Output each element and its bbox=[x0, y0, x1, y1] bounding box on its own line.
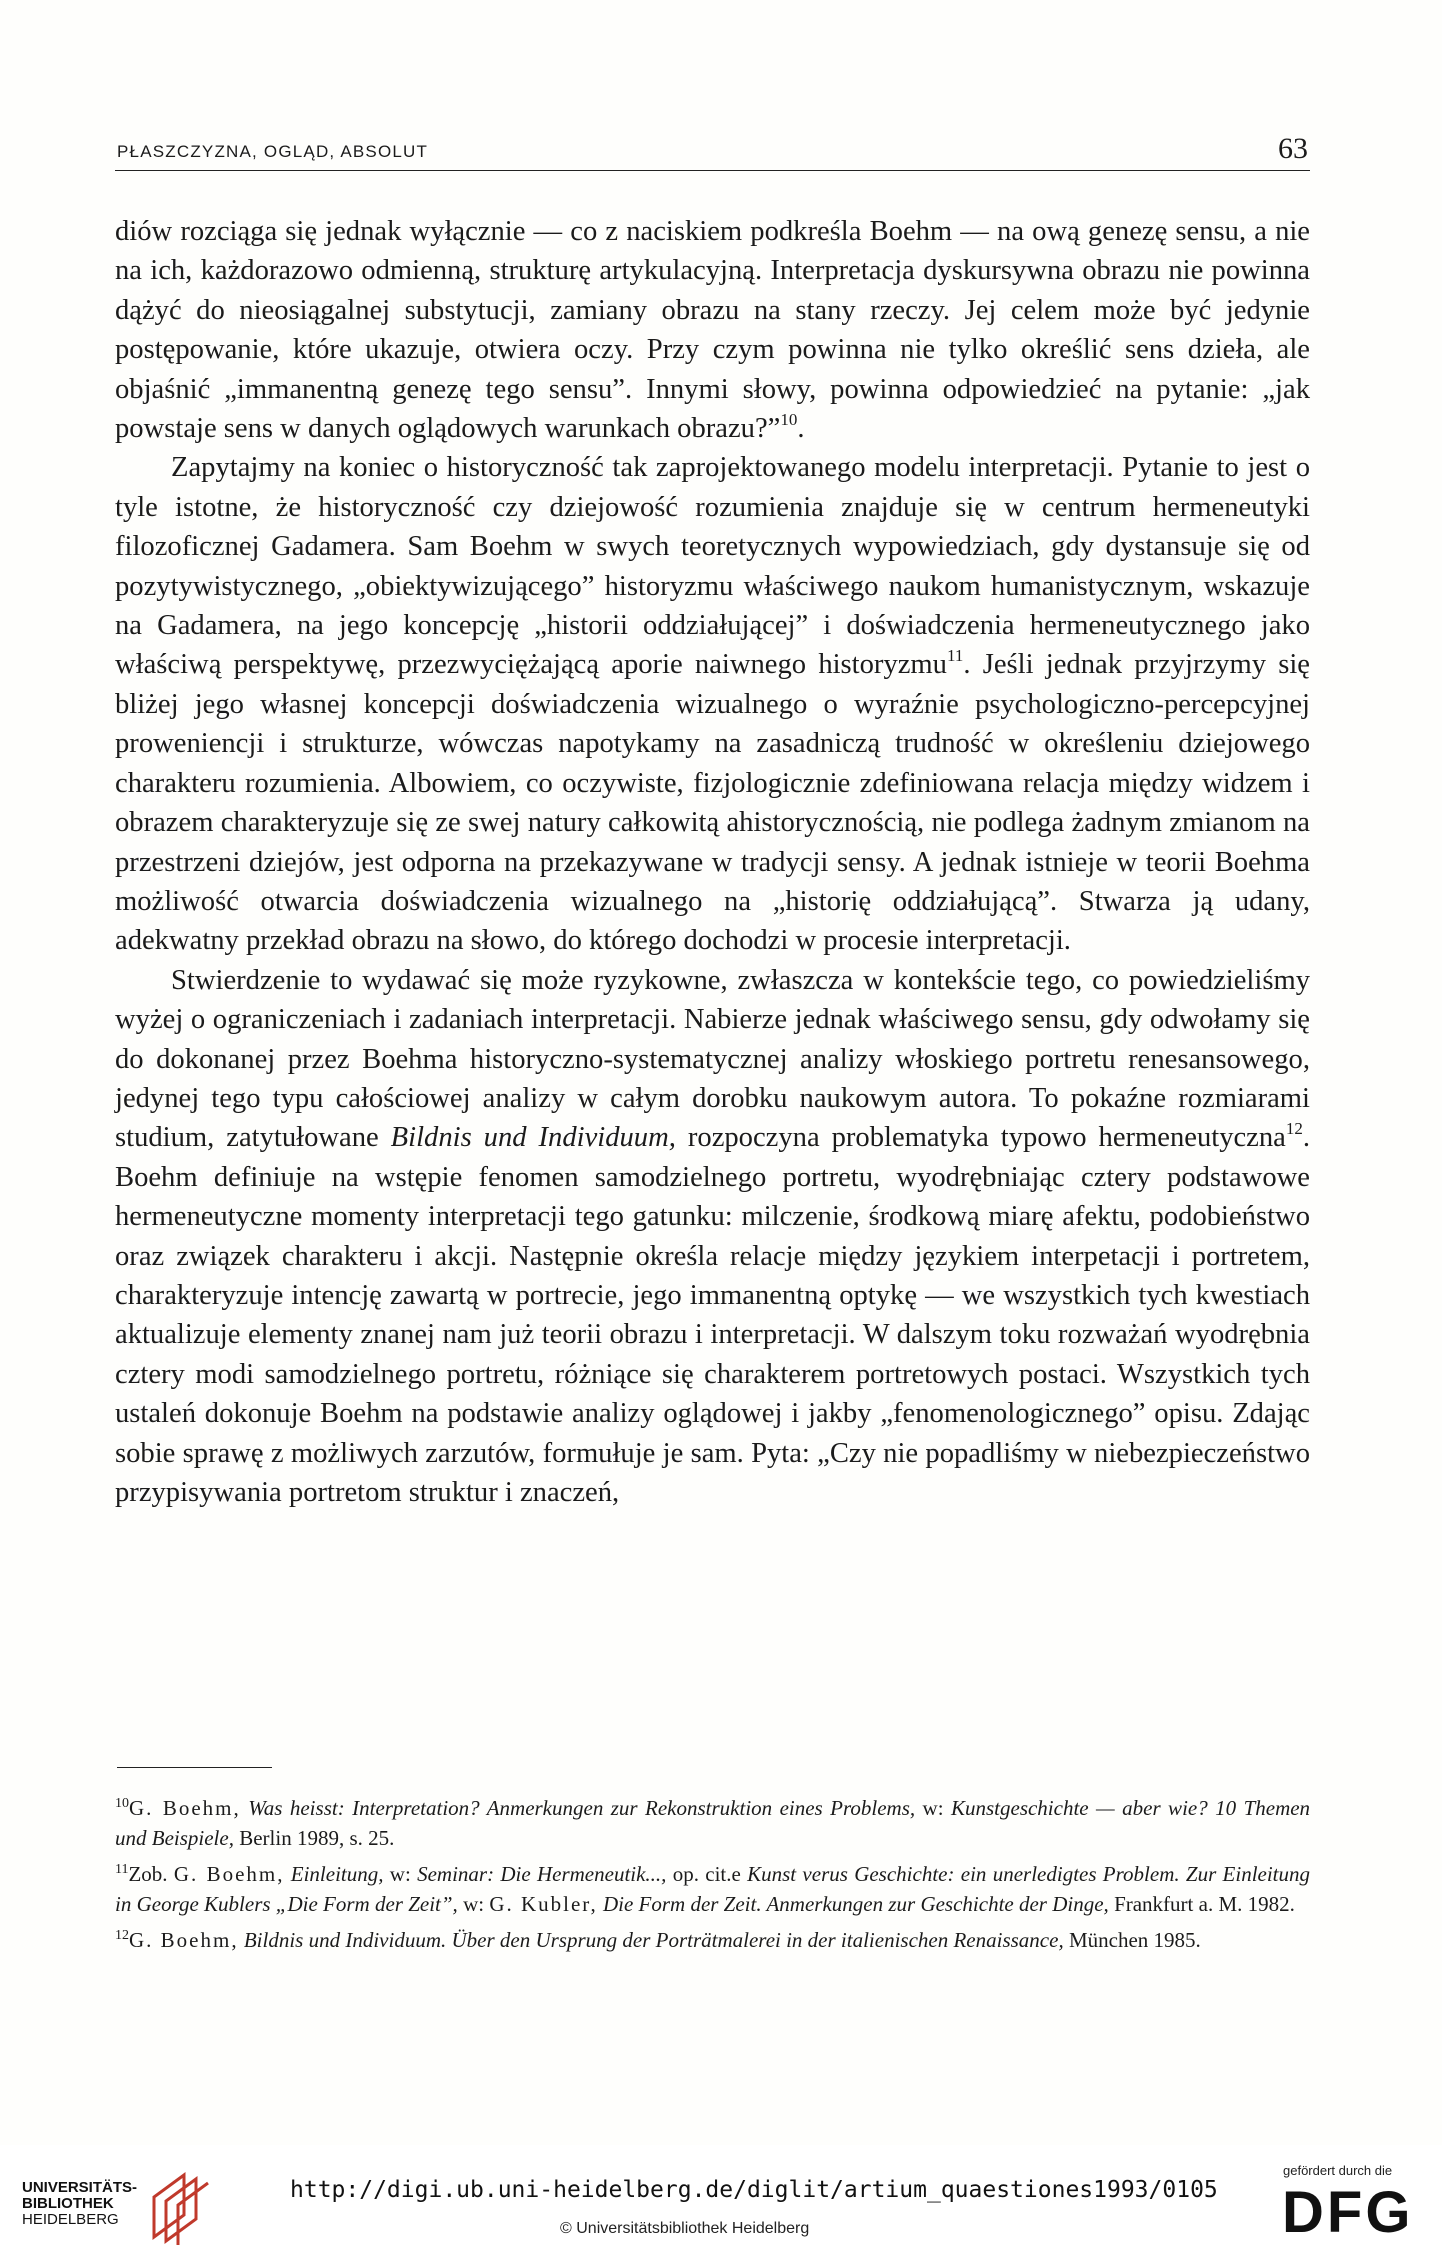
paragraph-3-text-c: . Boehm definiuje na wstępie fenomen samodzielnego portretu, wyodrębniając cztery podstawowe hermeneutyczne momenty interpretacji tego gatunku: milczenie, środkową miarę afektu, podobieństwo oraz związek charakteru i akcji. Następnie określa relacje między językiem interpetacji i portretem, charakteryzuje intencję zawartą w portrecie, jego immanentną optykę — we wszystkich tych kwestiach aktualizuje elementy znanej nam już teorii obrazu i interpretacji. W dalszym toku rozważań wyodrębnia cztery modi samodzielnego portretu, różniące się charakterem portretowych postaci. Wszystkich tych ustaleń dokonuje Boehm na podstawie analizy oglądowej i jakby „fenomenologicznego” opisu. Zdając sobie sprawę z możliwych zarzutów, formułuje je sam. Pyta: „Czy nie popadliśmy w niebezpieczeństwo przypisywania portretom struktur i znaczeń, bbox=[115, 1122, 1311, 1508]
footnote-ref-11[interactable]: 11 bbox=[946, 646, 964, 666]
footnote-text: Frankfurt a. M. 1982. bbox=[1108, 1892, 1295, 1916]
footnote-number: 10 bbox=[115, 1796, 129, 1811]
footnote-number: 12 bbox=[115, 1928, 129, 1943]
page-number: 63 bbox=[1278, 132, 1308, 165]
footnote-title: Einleitung, bbox=[284, 1862, 384, 1886]
permalink-url[interactable]: http://digi.ub.uni-heidelberg.de/diglit/artium_quaestiones1993/0105 bbox=[290, 2177, 1218, 2203]
footnote-11 bbox=[115, 1859, 1310, 1919]
footnote-text: w: bbox=[383, 1862, 418, 1886]
digitization-footer bbox=[0, 2145, 1442, 2263]
footnote-title: Was heisst: Interpretation? Anmerkungen zur Rekonstruktion eines Problems, bbox=[248, 1796, 916, 1820]
footnote-text: Zob. bbox=[128, 1862, 174, 1886]
footnote-divider bbox=[117, 1767, 272, 1768]
footnote-ref-12[interactable]: 12 bbox=[1285, 1119, 1303, 1139]
footnote-title: Kunst verus Geschichte: ein unerledigtes Problem. Zur Einleitung in George Kublers „Die Form der Zeit”, bbox=[115, 1862, 1311, 1916]
paragraph-3-text-a: Stwierdzenie to wydawać się może ryzykowne, zwłaszcza w kontekście tego, co powiedzieliśmy wyżej o ograniczeniach i zadaniach interpretacji. Nabierze jednak właściwego sensu, gdy odwołamy się do dokonanej przez Boehma historyczno-systematycznej analizy włoskiego portretu renesansowego, jedynej tego typu całościowej analizy w całym dorobku naukowym autora. To pokaźne rozmiarami studium, zatytułowane bbox=[115, 964, 1310, 1154]
footnote-text: op. cit.e bbox=[666, 1862, 748, 1886]
library-name-line: HEIDELBERG bbox=[22, 2211, 119, 2228]
footnote-text: München 1985. bbox=[1063, 1928, 1201, 1952]
footnote-12 bbox=[115, 1925, 1310, 1955]
library-logo-text bbox=[22, 2180, 137, 2228]
running-head bbox=[115, 130, 1310, 171]
footnote-author: G. Boehm, bbox=[129, 1928, 239, 1952]
paragraph-1 bbox=[115, 212, 1310, 448]
book-title: Bildnis und Individuum, bbox=[390, 1122, 676, 1154]
footnote-10 bbox=[115, 1793, 1310, 1853]
library-name-line: UNIVERSITÄTS- bbox=[22, 2179, 138, 2196]
footnote-title: Bildnis und Individuum. Über den Ursprung der Porträtmalerei in der italienischen Renaissance, bbox=[238, 1928, 1064, 1952]
footnote-ref-10[interactable]: 10 bbox=[780, 410, 798, 430]
paragraph-1-text: diów rozciąga się jednak wyłącznie — co z naciskiem podkreśla Boehm — na ową genezę sensu, a nie na ich, każdorazowo odmienną, strukturę artykulacyjną. Interpretacja dyskursywna obrazu nie powinna dążyć do nieosiągalnej substytucji, zamiany obrazu na stany rzeczy. Jej celem może być jedynie postępowanie, które ukazuje, otwiera oczy. Przy czym powinna nie tylko określić sens dzieła, ale objaśnić „immanentną genezę tego sensu”. Innymi słowy, powinna odpowiedzieć na pytanie: „jak powstaje sens w danych oglądowych warunkach obrazu?” bbox=[115, 216, 1310, 445]
paragraph-2-text-a: Zapytajmy na koniec o historyczność tak zaprojektowanego modelu interpretacji. Pytanie to jest o tyle istotne, że historyczność czy dziejowość rozumienia znajduje się w centrum hermeneutyki filozoficznej Gadamera. Sam Boehm w swych teoretycznych wypowiedziach, gdy dystansuje się od pozytywistycznego, „obiektywizującego” historyzmu właściwego naukom humanistycznym, wskazuje na Gadamera, na jego koncepcję „historii oddziałującej” i doświadczenia hermeneutycznego jako właściwą perspektywę, przezwyciężającą aporie naiwnego historyzmu bbox=[115, 452, 1310, 681]
footnote-title: Die Form der Zeit. Anmerkungen zur Geschichte der Dinge, bbox=[597, 1892, 1109, 1916]
dfg-logo: DFG bbox=[1282, 2180, 1414, 2245]
paragraph-2-text-b: . Jeśli jednak przyjrzymy się bliżej jego własnej koncepcji doświadczenia wizualnego o wyraźnie psychologiczno-percepcyjnej proweniencji i strukturze, wówczas napotykamy na zasadniczą trudność w określeniu dziejowego charakteru rozumienia. Albowiem, co oczywiste, fizjologicznie zdefiniowana relacja między widzem i obrazem charakteryzuje się ze swej natury całkowitą ahistorycznością, nie podlega żadnym zmianom na przestrzeni dziejów, jest odporna na przekazywane w tradycji sensy. A jednak istnieje w teorii Boehma możliwość otwarcia doświadczenia wizualnego na „historię oddziałującą”. Stwarza ją udany, adekwatny przekład obrazu na słowo, do którego dochodzi w procesie interpretacji. bbox=[115, 649, 1311, 957]
library-name-line: BIBLIOTHEK bbox=[22, 2195, 114, 2212]
body-text bbox=[115, 212, 1310, 1512]
footnotes bbox=[115, 1793, 1310, 1961]
footnote-author: G. Boehm, bbox=[173, 1862, 285, 1886]
footnote-text: Berlin 1989, s. 25. bbox=[233, 1826, 395, 1850]
paragraph-3 bbox=[115, 961, 1310, 1513]
copyright-notice: © Universitätsbibliothek Heidelberg bbox=[560, 2220, 810, 2237]
footnote-text: w: bbox=[457, 1892, 490, 1916]
footnote-text: w: bbox=[915, 1796, 951, 1820]
paragraph-3-text-b: rozpoczyna problematyka typowo hermeneutyczna bbox=[675, 1122, 1286, 1154]
funding-label: gefördert durch die bbox=[1283, 2163, 1393, 2178]
footnote-author: G. Kubler, bbox=[489, 1892, 598, 1916]
paragraph-1-end: . bbox=[797, 413, 805, 445]
footnote-author: G. Boehm, bbox=[129, 1796, 241, 1820]
footnote-title: Kunstgeschichte — aber wie? 10 Themen und Beispiele, bbox=[115, 1796, 1311, 1850]
footnote-title: Seminar: Die Hermeneutik..., bbox=[417, 1862, 667, 1886]
footnote-number: 11 bbox=[115, 1862, 129, 1877]
running-title: PŁASZCZYZNA, OGLĄD, ABSOLUT bbox=[117, 142, 429, 161]
paragraph-2 bbox=[115, 448, 1310, 960]
library-logo-icon bbox=[144, 2167, 214, 2247]
